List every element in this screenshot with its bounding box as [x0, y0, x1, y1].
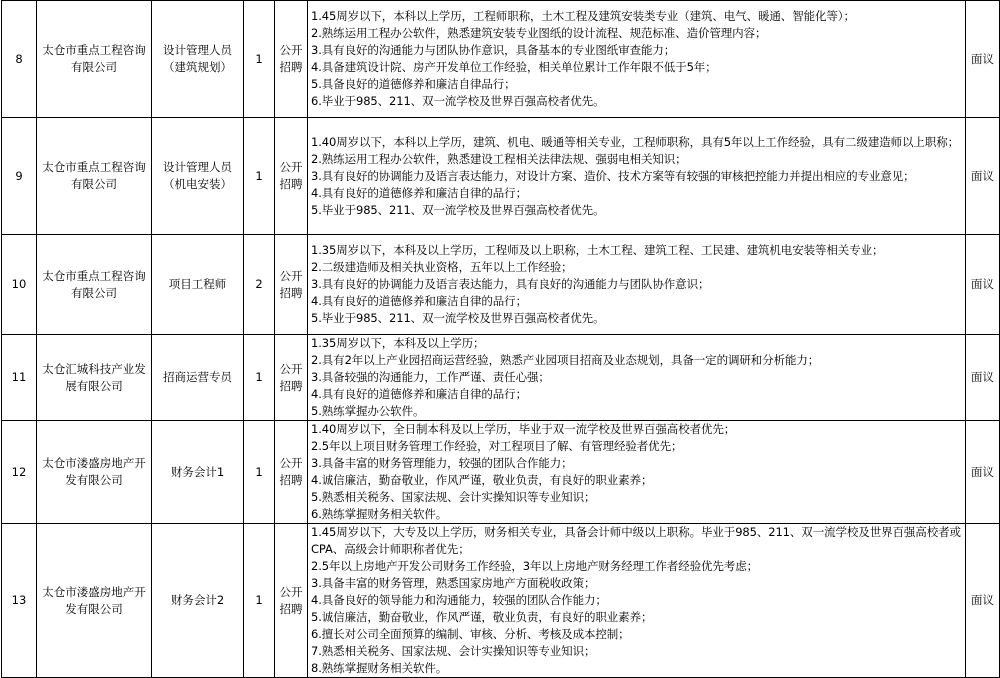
recruit-method-line: 公开	[279, 584, 303, 599]
recruit-method-line: 公开	[279, 160, 303, 174]
requirement-line: 4.具有良好的道德修养和廉洁自律的品行；	[311, 387, 527, 401]
requirement-line: 8.熟练掌握财务相关软件。	[311, 661, 448, 675]
requirement-line: 1.40周岁以下，全日制本科及以上学历，毕业于双一流学校及世界百强高校者优先；	[311, 422, 736, 436]
requirement-line: 4.具备建筑设计院、房产开发单位工作经验，相关单位累计工作年限不低于5年；	[311, 60, 717, 74]
requirement-line: 2.5年以上项目财务管理工作经验，对工程项目了解、有管理经验者优先；	[311, 439, 683, 453]
requirement-line: 7.熟悉相关税务、国家法规、会计实操知识等专业知识；	[311, 644, 596, 658]
recruit-method-line: 公开	[279, 268, 303, 283]
table-row	[2, 335, 1000, 421]
table-row	[2, 118, 1000, 235]
requirement-line: 6.毕业于985、211、双一流学校及世界百强高校者优先。	[311, 94, 605, 108]
company-name: 太仓市溇盛房地产开发有限公司	[37, 421, 152, 524]
company-name: 太仓市溇盛房地产开发有限公司	[37, 524, 152, 678]
headcount: 1	[244, 421, 275, 524]
table-row	[2, 524, 1000, 678]
position-name: 财务会计1	[152, 421, 244, 524]
recruit-method-line: 招聘	[279, 60, 303, 74]
requirement-line: 1.45周岁以下，大专及以上学历，财务相关专业，具备会计师中级以上职称。毕业于985、211、双一流学校及世界百强高校者或CPA、高级会计师职称者优先；	[311, 525, 961, 556]
requirements-cell	[308, 235, 966, 335]
requirement-line: 4.具备良好的领导能力和沟通能力，较强的团队合作能力；	[311, 593, 607, 607]
row-number: 10	[2, 235, 37, 335]
requirement-line: 5.熟悉相关税务、国家法规、会计实操知识等专业知识；	[311, 490, 596, 504]
requirement-line: 1.40周岁以下，本科以上学历，建筑、机电、暖通等相关专业，工程师职称，具有5年以上工作经验，具有二级建造师以上职称；	[311, 134, 960, 149]
salary-assessment: 面议	[966, 118, 1000, 235]
requirements-cell	[308, 421, 966, 524]
requirement-line: 3.具备丰富的财务管理能力，较强的团队合作能力；	[311, 456, 573, 470]
table-row	[2, 235, 1000, 335]
headcount: 1	[244, 1, 275, 118]
recruitment-table	[1, 0, 1000, 678]
recruit-method-line: 招聘	[279, 378, 303, 393]
recruit-method-line: 招聘	[279, 601, 303, 616]
position-name: 招商运营专员	[152, 335, 244, 421]
position-name: 财务会计2	[152, 524, 244, 678]
requirements-cell	[308, 118, 966, 235]
company-name: 太仓市重点工程咨询有限公司	[37, 235, 152, 335]
requirement-line: 2.熟练运用工程办公软件，熟悉建设工程相关法律法规、强弱电相关知识；	[311, 151, 687, 166]
requirement-line: 6.熟练掌握财务相关软件。	[311, 507, 448, 521]
requirement-line: 2.具有2年以上产业园招商运营经验，熟悉产业园项目招商及业态规划，具备一定的调研和分析能力；	[311, 353, 820, 367]
requirement-line: 1.35周岁以下，本科及以上学历；	[311, 336, 485, 350]
requirement-line: 5.毕业于985、211、双一流学校及世界百强高校者优先。	[311, 311, 605, 325]
table-row	[2, 1, 1000, 118]
position-name: 项目工程师	[152, 235, 244, 335]
row-number: 12	[2, 421, 37, 524]
requirement-line: 5.毕业于985、211、双一流学校及世界百强高校者优先。	[311, 202, 605, 217]
recruit-method-line: 公开	[279, 43, 303, 57]
salary-assessment: 面议	[966, 335, 1000, 421]
recruit-method	[275, 1, 308, 118]
table-row	[2, 421, 1000, 524]
recruit-method	[275, 421, 308, 524]
salary-assessment: 面议	[966, 421, 1000, 524]
row-number: 8	[2, 1, 37, 118]
requirement-line: 4.具有良好的道德修养和廉洁自律的品行；	[311, 185, 527, 200]
requirement-line: 3.具备较强的沟通能力，工作严谨、责任心强；	[311, 370, 550, 384]
recruit-method-line: 招聘	[279, 473, 303, 487]
recruit-method	[275, 235, 308, 335]
row-number: 11	[2, 335, 37, 421]
company-name: 太仓市重点工程咨询有限公司	[37, 118, 152, 235]
position-name: 设计管理人员（机电安装）	[152, 118, 244, 235]
recruit-method-line: 招聘	[279, 285, 303, 300]
requirement-line: 2.5年以上房地产开发公司财务工作经验，3年以上房地产财务经理工作者经验优先考虑；	[311, 559, 759, 573]
requirements-cell	[308, 1, 966, 118]
headcount: 1	[244, 335, 275, 421]
recruit-method	[275, 524, 308, 678]
salary-assessment: 面议	[966, 524, 1000, 678]
requirement-line: 3.具有良好的沟通能力与团队协作意识，具备基本的专业图纸审查能力；	[311, 43, 676, 57]
requirement-line: 4.具有良好的道德修养和廉洁自律的品行；	[311, 294, 527, 308]
salary-assessment: 面议	[966, 235, 1000, 335]
requirements-cell	[308, 524, 966, 678]
requirement-line: 2.熟练运用工程办公软件，熟悉建筑安装专业图纸的设计流程、规范标准、造价管理内容；	[311, 26, 767, 40]
requirement-line: 1.45周岁以下，本科以上学历，工程师职称，土木工程及建筑安装类专业（建筑、电气、暖通、智能化等）；	[311, 9, 855, 23]
requirement-line: 5.熟练掌握办公软件。	[311, 404, 425, 418]
company-name: 太仓市重点工程咨询有限公司	[37, 1, 152, 118]
headcount: 2	[244, 235, 275, 335]
requirement-line: 2.二级建造师及相关执业资格，五年以上工作经验；	[311, 260, 573, 274]
recruit-method	[275, 335, 308, 421]
requirement-line: 5.诚信廉洁，勤奋敬业，作风严谨，敬业负责，有良好的职业素养；	[311, 610, 653, 624]
requirement-line: 6.擅长对公司全面预算的编制、审核、分析、考核及成本控制；	[311, 627, 630, 641]
requirement-line: 3.具有良好的协调能力及语言表达能力，具有良好的沟通能力与团队协作意识；	[311, 277, 710, 291]
requirement-line: 3.具备丰富的财务管理，熟悉国家房地产方面税收政策；	[311, 576, 596, 590]
requirement-line: 5.具备良好的道德修养和廉洁自律品行；	[311, 77, 516, 91]
recruit-method-line: 招聘	[279, 177, 303, 191]
requirements-cell	[308, 335, 966, 421]
row-number: 13	[2, 524, 37, 678]
recruit-method-line: 公开	[279, 361, 303, 376]
requirement-line: 4.诚信廉洁，勤奋敬业，作风严谨，敬业负责，有良好的职业素养；	[311, 473, 653, 487]
headcount: 1	[244, 524, 275, 678]
requirement-line: 1.35周岁以下，本科及以上学历，工程师及以上职称，土木工程、建筑工程、工民建、建筑机电安装等相关专业；	[311, 243, 884, 257]
company-name: 太仓汇城科技产业发展有限公司	[37, 335, 152, 421]
requirement-line: 3.具有良好的协调能力及语言表达能力，对设计方案、造价、技术方案等有较强的审核把控能力并提出相应的专业意见；	[311, 168, 915, 183]
salary-assessment: 面议	[966, 1, 1000, 118]
position-name: 设计管理人员（建筑规划）	[152, 1, 244, 118]
row-number: 9	[2, 118, 37, 235]
recruit-method-line: 公开	[279, 456, 303, 470]
recruit-method	[275, 118, 308, 235]
headcount: 1	[244, 118, 275, 235]
